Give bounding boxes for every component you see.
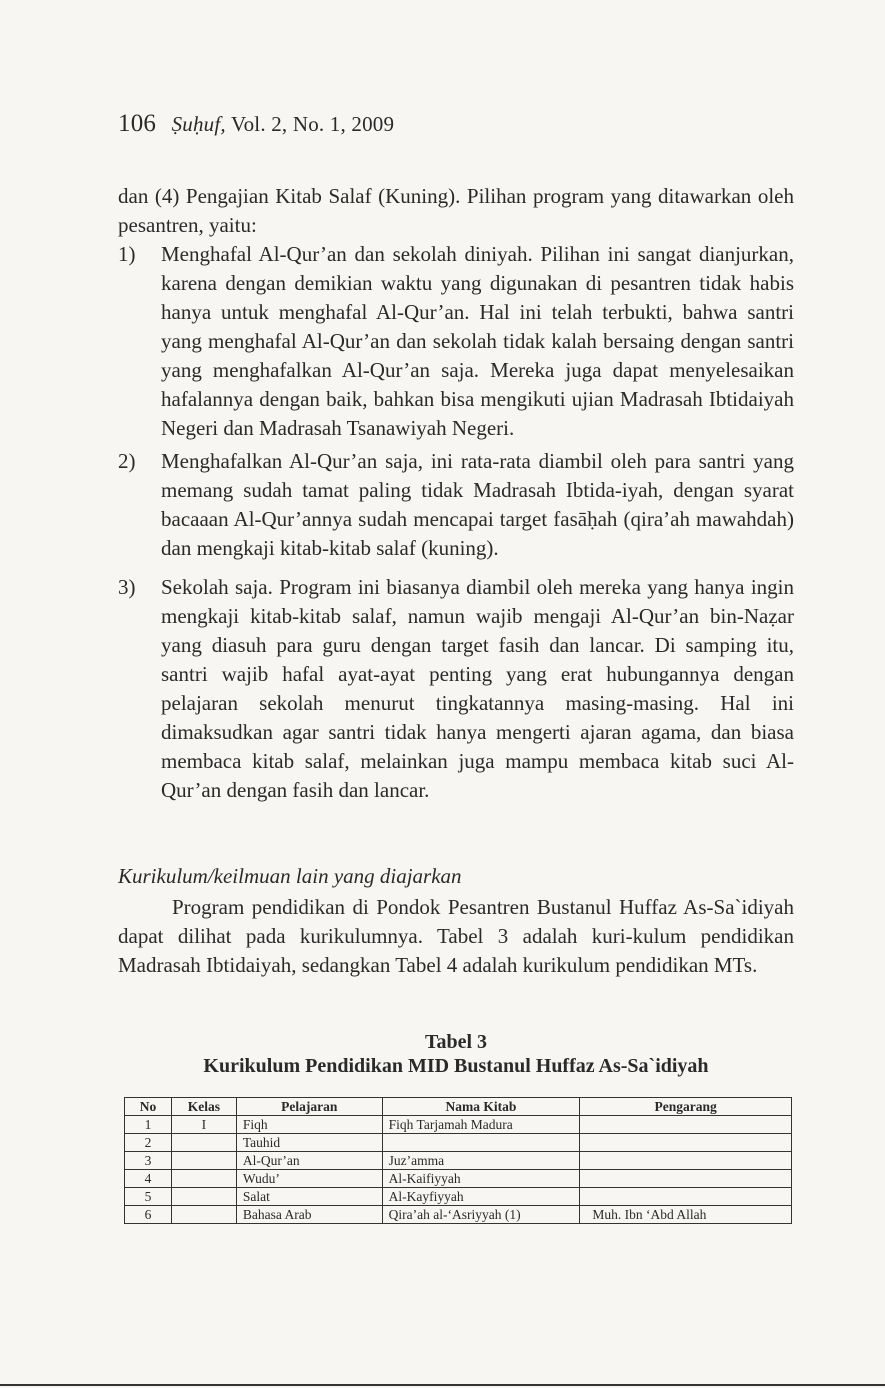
running-header: [118, 110, 394, 138]
cell-pelajaran: Bahasa Arab: [236, 1206, 382, 1224]
cell-kelas: [171, 1206, 236, 1224]
table-row: [125, 1134, 792, 1152]
table-row: [125, 1206, 792, 1224]
main-text: [118, 182, 794, 805]
cell-kelas: I: [171, 1116, 236, 1134]
cell-pelajaran: Wudu’: [236, 1170, 382, 1188]
page-number: 106: [118, 110, 157, 137]
cell-pelajaran: Tauhid: [236, 1134, 382, 1152]
list-number: 3): [118, 575, 136, 599]
col-header-nama-kitab: Nama Kitab: [382, 1098, 580, 1116]
cell-pengarang: [580, 1134, 792, 1152]
cell-pelajaran: Salat: [236, 1188, 382, 1206]
cell-no: 4: [125, 1170, 172, 1188]
cell-kelas: [171, 1152, 236, 1170]
cell-nama-kitab: Al-Kaifiyyah: [382, 1170, 580, 1188]
cell-nama-kitab: Fiqh Tarjamah Madura: [382, 1116, 580, 1134]
intro-paragraph: dan (4) Pengajian Kitab Salaf (Kuning). Pilihan program yang ditawarkan oleh pesantren, yaitu:: [118, 184, 794, 237]
col-header-no: No: [125, 1098, 172, 1116]
cell-nama-kitab: Juz’amma: [382, 1152, 580, 1170]
col-header-pengarang: Pengarang: [580, 1098, 792, 1116]
journal-name: Ṣuḥuf,: [171, 112, 226, 136]
scan-edge-line: [0, 1384, 885, 1386]
cell-kelas: [171, 1188, 236, 1206]
cell-nama-kitab: Qira’ah al-‘Asriyyah (1): [382, 1206, 580, 1224]
cell-kelas: [171, 1134, 236, 1152]
list-item: [118, 240, 794, 443]
cell-no: 5: [125, 1188, 172, 1206]
table-label: Tabel 3: [424, 1031, 488, 1053]
cell-pengarang: Muh. Ibn ‘Abd Allah: [580, 1206, 792, 1224]
cell-pengarang: [580, 1170, 792, 1188]
cell-pengarang: [580, 1188, 792, 1206]
cell-no: 3: [125, 1152, 172, 1170]
col-header-pelajaran: Pelajaran: [236, 1098, 382, 1116]
cell-pengarang: [580, 1152, 792, 1170]
cell-no: 2: [125, 1134, 172, 1152]
cell-pelajaran: Al-Qur’an: [236, 1152, 382, 1170]
cell-pelajaran: Fiqh: [236, 1116, 382, 1134]
list-number: 1): [118, 242, 136, 266]
list-item-text: Sekolah saja. Program ini biasanya diambil oleh mereka yang hanya ingin mengkaji kitab-kitab salaf, namun wajib mengaji Al-Qur’an bin-Naẓar yang diasuh para guru dengan target fasih dan lancar. Di samping itu, santri wajib hafal ayat-ayat penting yang erat hubungannya dengan pelajaran sekolah menurut tingkatannya masing-masing. Hal ini dimaksudkan agar santri tidak hanya mengerti ajaran agama, dan biasa membaca kitab salaf, melainkan juga mampu membaca kitab suci Al-Qur’an dengan fasih dan lancar.: [161, 575, 794, 802]
table-header-row: [125, 1098, 792, 1116]
col-header-kelas: Kelas: [171, 1098, 236, 1116]
journal-volume: Vol. 2, No. 1, 2009: [230, 112, 395, 136]
list-item-text: Menghafal Al-Qur’an dan sekolah diniyah. Pilihan ini sangat dianjurkan, karena dengan demikian waktu yang digunakan di pesantren tidak habis hanya untuk menghafal Al-Qur’an. Hal ini telah terbukti, bahwa santri yang menghafal Al-Qur’an dan sekolah tidak kalah bersaing dengan santri yang menghafalkan Al-Qur’an saja. Mereka juga dapat menyelesaikan hafalannya dengan baik, bahkan bisa mengikuti ujian Madrasah Ibtidaiyah Negeri dan Madrasah Tsanawiyah Negeri.: [161, 242, 794, 440]
section-subheading: Kurikulum/keilmuan lain yang diajarkan: [118, 864, 462, 888]
table-row: [125, 1116, 792, 1134]
cell-nama-kitab: [382, 1134, 580, 1152]
cell-kelas: [171, 1170, 236, 1188]
program-list: [118, 240, 794, 805]
table-row: [125, 1188, 792, 1206]
table-title: Kurikulum Pendidikan MID Bustanul Huffaz As-Sa`idiyah: [203, 1055, 709, 1077]
table-row: [125, 1152, 792, 1170]
cell-no: 1: [125, 1116, 172, 1134]
list-item: [118, 447, 794, 563]
list-number: 2): [118, 449, 136, 473]
curriculum-paragraph: Program pendidikan di Pondok Pesantren Bustanul Huffaz As-Sa`idiyah dapat dilihat pada kurikulumnya. Tabel 3 adalah kuri-kulum pendidikan Madrasah Ibtidaiyah, sedangkan Tabel 4 adalah kurikulum pendidikan MTs.: [118, 895, 794, 977]
list-item: [118, 573, 794, 805]
cell-pengarang: [580, 1116, 792, 1134]
curriculum-table: [124, 1097, 792, 1224]
table-row: [125, 1170, 792, 1188]
list-item-text: Menghafalkan Al-Qur’an saja, ini rata-rata diambil oleh para santri yang memang sudah tamat paling tidak Madrasah Ibtida-iyah, dengan syarat bacaaan Al-Qur’annya sudah mencapai target fasāḥah (qira’ah mawahdah) dan mengkaji kitab-kitab salaf (kuning).: [161, 449, 794, 560]
cell-nama-kitab: Al-Kayfiyyah: [382, 1188, 580, 1206]
cell-no: 6: [125, 1206, 172, 1224]
